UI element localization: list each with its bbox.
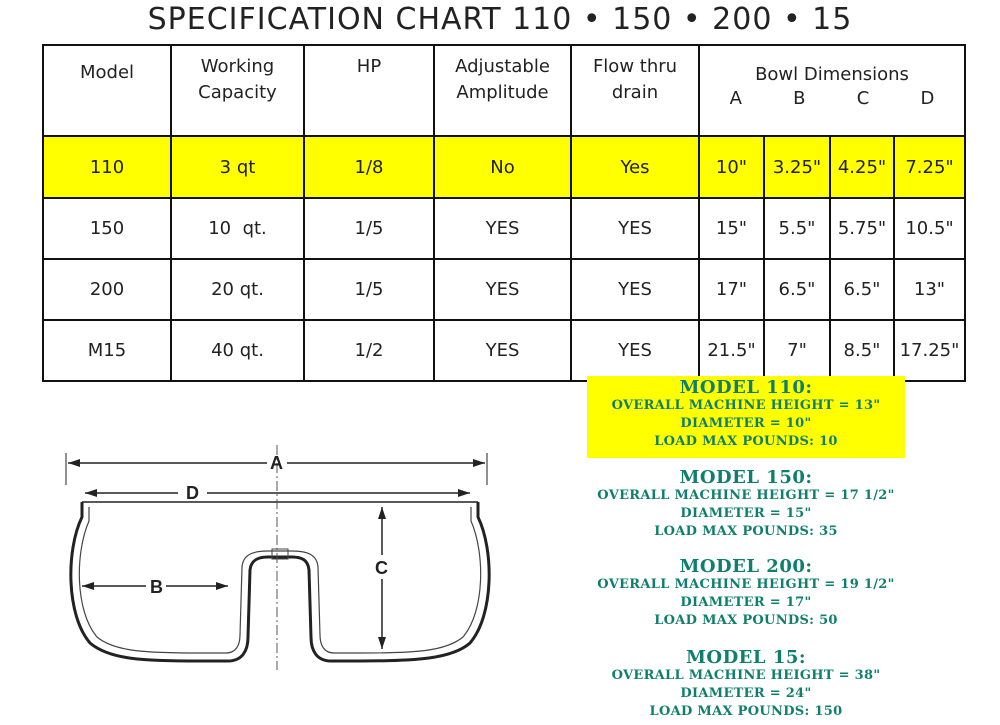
cell-capacity: 20 qt. (171, 259, 304, 320)
cell-drain: YES (571, 320, 699, 381)
bowl-inner-wall (79, 507, 480, 653)
model-load: LOAD MAX POUNDS: 150 (649, 704, 843, 719)
header-bowl-d: D (920, 88, 935, 109)
cell-bowl-b: 7" (764, 320, 830, 381)
header-model: Model (43, 45, 171, 136)
header-bowl-b: B (793, 88, 806, 109)
cell-bowl-d: 17.25" (894, 320, 965, 381)
model-diameter: DIAMETER = 15" (680, 506, 812, 521)
header-hp: HP (304, 45, 434, 136)
model-200-info (587, 557, 905, 630)
cell-bowl-a: 21.5" (699, 320, 764, 381)
diagram-label-a: A (270, 453, 283, 473)
model-150-info (587, 468, 905, 541)
model-diameter: DIAMETER = 10" (680, 416, 812, 431)
header-amplitude: Adjustable Amplitude (434, 45, 571, 136)
header-drain: Flow thru drain (571, 45, 699, 136)
cell-amplitude: YES (434, 259, 571, 320)
cell-bowl-a: 10" (699, 136, 764, 198)
diagram-label-b: B (150, 577, 163, 597)
model-load: LOAD MAX POUNDS: 35 (654, 524, 838, 539)
cell-hp: 1/5 (304, 259, 434, 320)
diagram-label-c: C (375, 558, 388, 578)
model-load: LOAD MAX POUNDS: 10 (654, 434, 838, 449)
model-load: LOAD MAX POUNDS: 50 (654, 613, 838, 628)
model-15-info (587, 648, 905, 721)
cell-amplitude: YES (434, 320, 571, 381)
cell-model: 150 (43, 198, 171, 259)
model-height: OVERALL MACHINE HEIGHT = 19 1/2" (597, 577, 895, 592)
cell-bowl-d: 13" (894, 259, 965, 320)
model-title: MODEL 150: (679, 467, 813, 488)
table-row (43, 136, 965, 198)
cell-drain: Yes (571, 136, 699, 198)
diagram-label-d: D (186, 483, 199, 503)
bowl-outline (71, 502, 489, 661)
table-row (43, 198, 965, 259)
cell-amplitude: No (434, 136, 571, 198)
model-diameter: DIAMETER = 24" (680, 686, 812, 701)
model-title: MODEL 200: (679, 556, 813, 577)
model-title: MODEL 110: (679, 377, 813, 398)
cell-bowl-c: 8.5" (830, 320, 894, 381)
cell-bowl-c: 5.75" (830, 198, 894, 259)
cell-hp: 1/2 (304, 320, 434, 381)
page-title: SPECIFICATION CHART 110 • 150 • 200 • 15 (147, 2, 853, 37)
table-row (43, 259, 965, 320)
cell-model: 200 (43, 259, 171, 320)
header-bowl-dimensions: Bowl Dimensions A B C D (699, 45, 965, 136)
cell-bowl-a: 15" (699, 198, 764, 259)
cell-bowl-d: 10.5" (894, 198, 965, 259)
cell-hp: 1/8 (304, 136, 434, 198)
cell-bowl-b: 5.5" (764, 198, 830, 259)
model-diameter: DIAMETER = 17" (680, 595, 812, 610)
cell-drain: YES (571, 259, 699, 320)
table-row (43, 320, 965, 381)
table-header-row (43, 45, 965, 136)
cell-bowl-d: 7.25" (894, 136, 965, 198)
header-bowl-c: C (856, 88, 870, 109)
cell-capacity: 3 qt (171, 136, 304, 198)
cell-capacity: 40 qt. (171, 320, 304, 381)
model-height: OVERALL MACHINE HEIGHT = 17 1/2" (597, 488, 895, 503)
model-110-info (587, 376, 905, 458)
cell-bowl-b: 6.5" (764, 259, 830, 320)
specification-table (42, 44, 966, 382)
cell-bowl-c: 4.25" (830, 136, 894, 198)
cell-bowl-b: 3.25" (764, 136, 830, 198)
cell-drain: YES (571, 198, 699, 259)
cell-bowl-a: 17" (699, 259, 764, 320)
bowl-dimension-diagram (60, 445, 500, 670)
model-title: MODEL 15: (685, 647, 807, 668)
model-height: OVERALL MACHINE HEIGHT = 38" (611, 668, 881, 683)
cell-capacity: 10 qt. (171, 198, 304, 259)
header-bowl-a: A (729, 88, 742, 109)
cell-model: M15 (43, 320, 171, 381)
cell-amplitude: YES (434, 198, 571, 259)
cell-bowl-c: 6.5" (830, 259, 894, 320)
cell-hp: 1/5 (304, 198, 434, 259)
model-height: OVERALL MACHINE HEIGHT = 13" (611, 398, 881, 413)
cell-model: 110 (43, 136, 171, 198)
header-capacity: Working Capacity (171, 45, 304, 136)
